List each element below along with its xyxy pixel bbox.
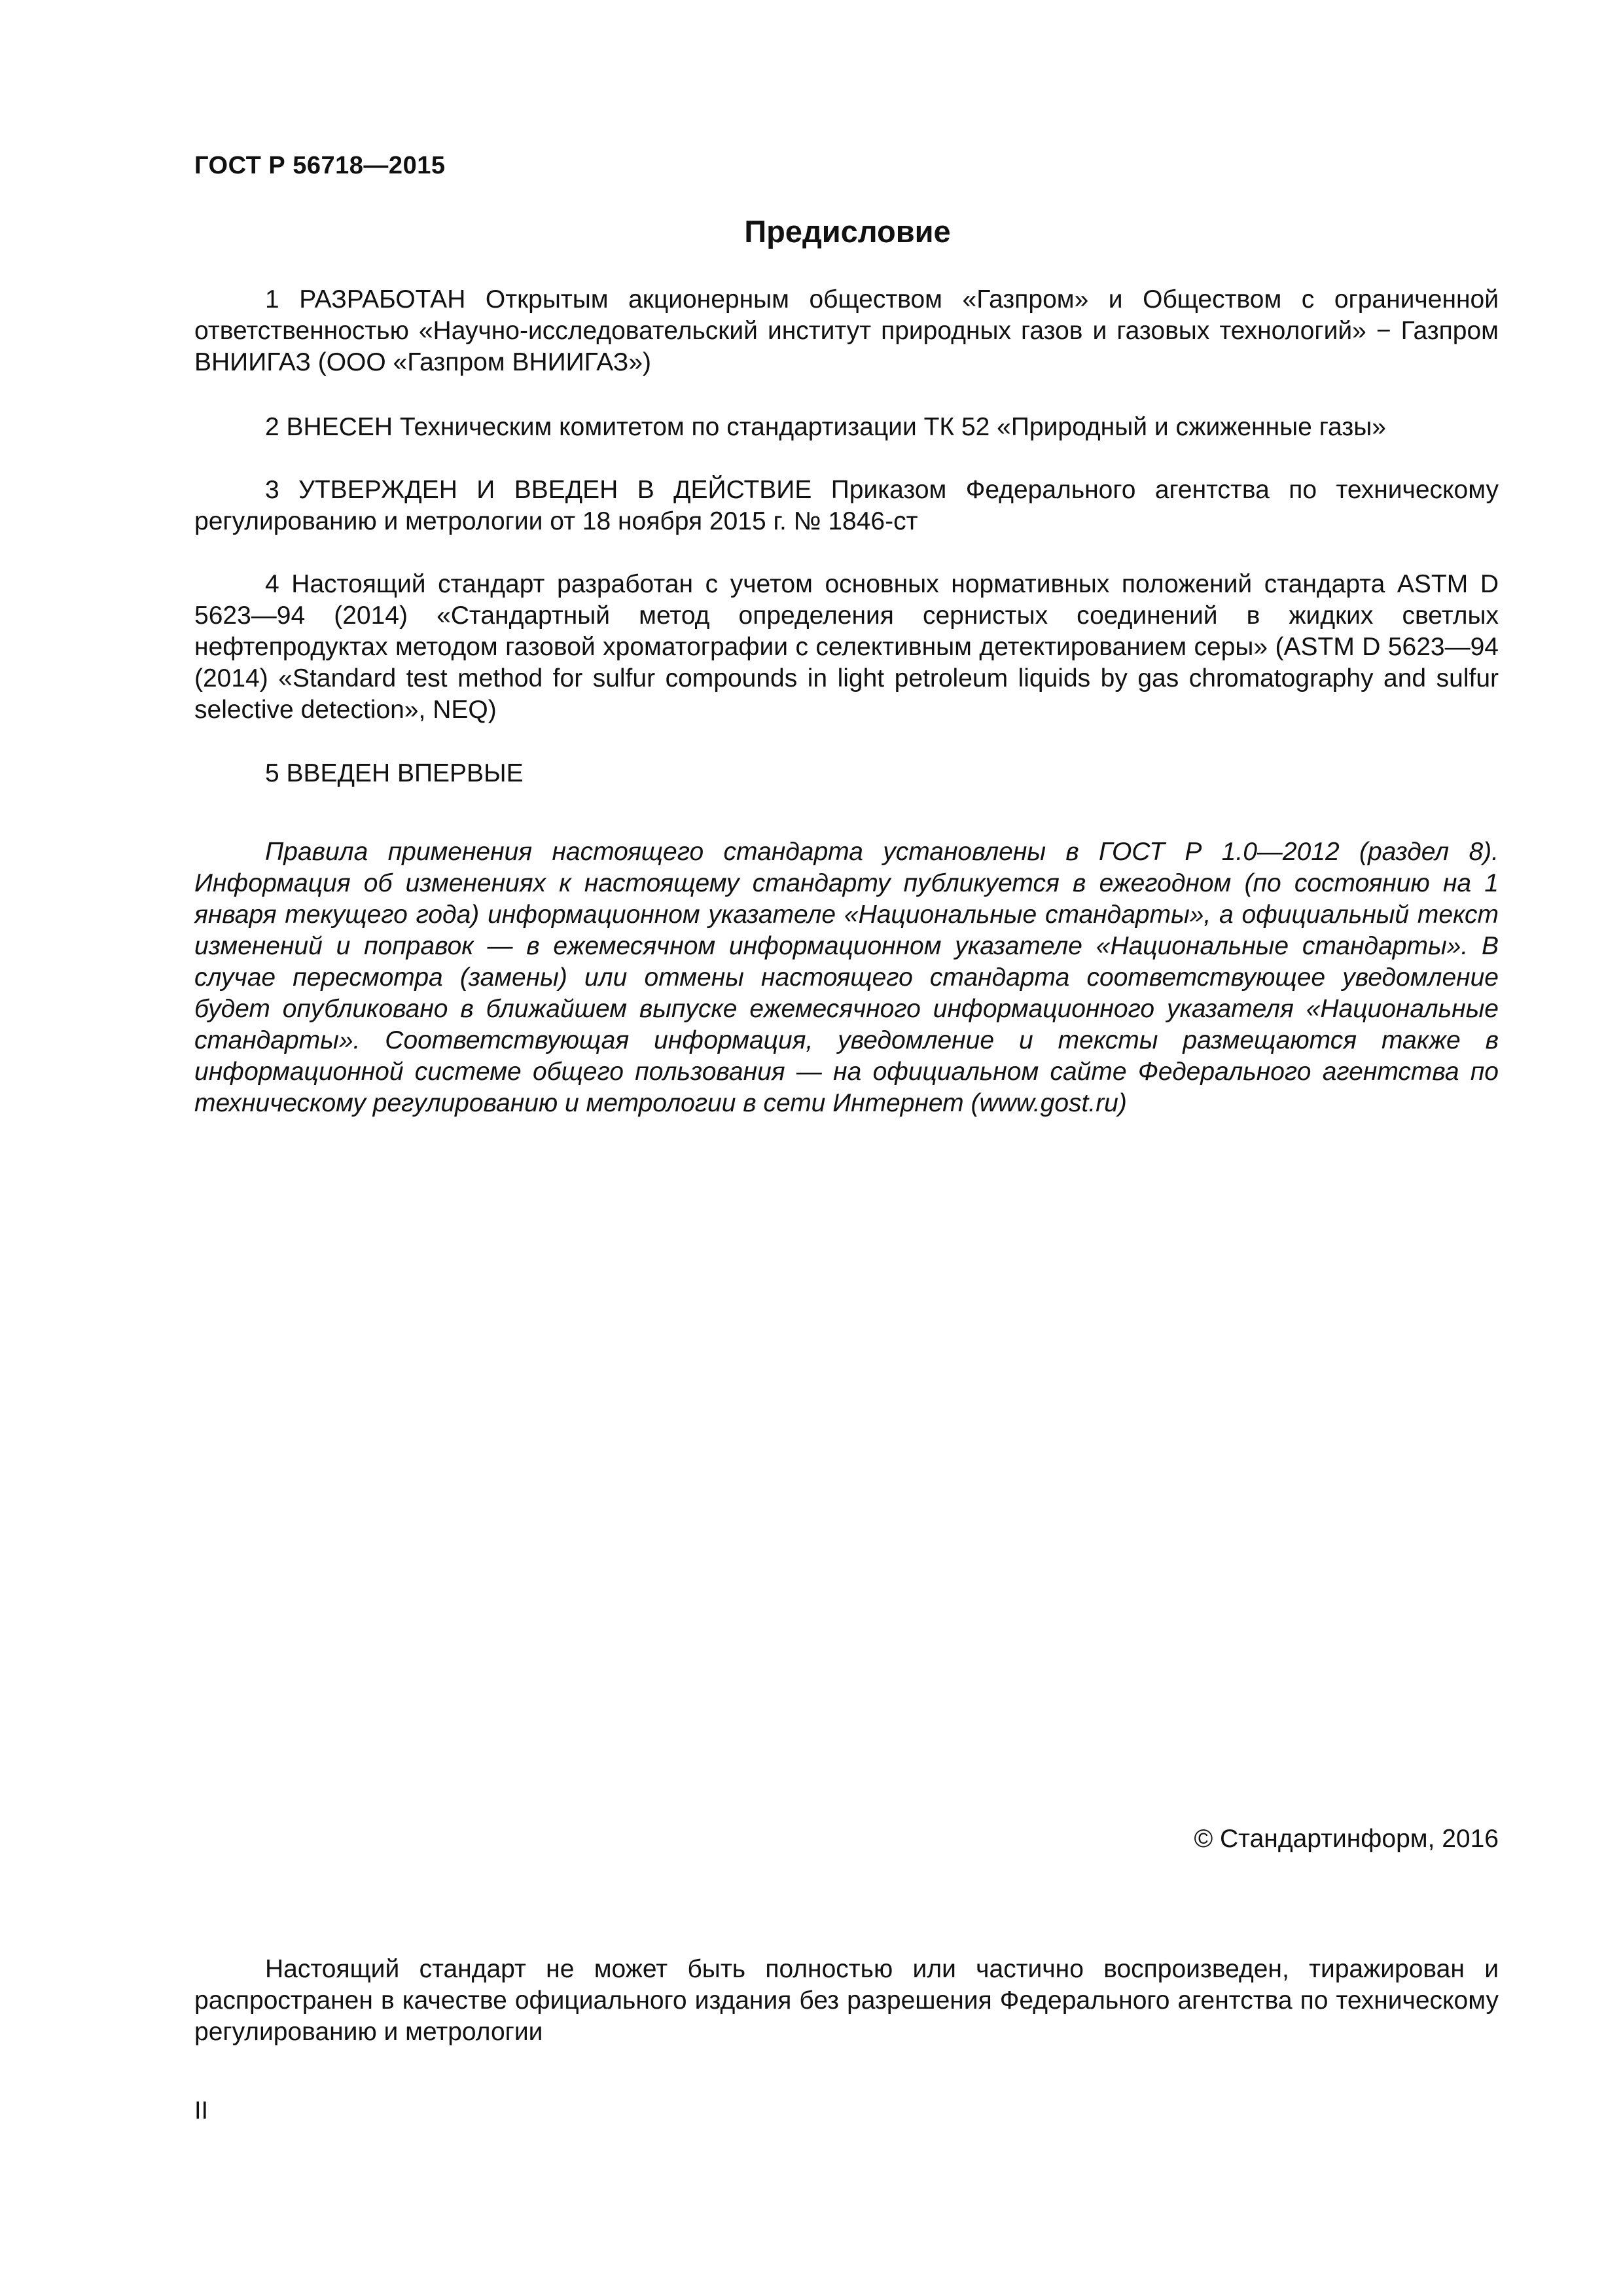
document-code-header: ГОСТ Р 56718—2015 — [194, 152, 446, 179]
paragraph-introduced-by: 2 ВНЕСЕН Техническим комитетом по стандартизации ТК 52 «Природный и сжиженные газы» — [265, 413, 1386, 441]
copyright-notice: © Стандартинформ, 2016 — [1194, 1825, 1499, 1853]
paragraph-astm-basis: 4 Настоящий стандарт разработан с учетом основных нормативных положений стандарта ASTM D 5623—94 (2014) «Стандартный метод определения сернистых соединений в жидких светлых нефтепродуктах методом газовой хроматографии с селективным детектированием серы» (ASTM D 5623—94 (2014) «Standard test method for sulfur compounds in light petroleum liquids by gas chromatography and sulfur selective detection», NEQ) — [194, 570, 1499, 724]
paragraph-developed-by: 1 РАЗРАБОТАН Открытым акционерным обществом «Газпром» и Обществом с ограниченной ответственностью «Научно-исследовательский институт природных газов и газовых технологий» − Газпром ВНИИГАЗ (ООО «Газпром ВНИИГАЗ») — [194, 285, 1499, 376]
page-number: II — [194, 2097, 209, 2125]
page-title: Предисловие — [744, 214, 951, 249]
paragraph-first-introduced: 5 ВВЕДЕН ВПЕРВЫЕ — [265, 759, 524, 787]
paragraph-approved: 3 УТВЕРЖДЕН И ВВЕДЕН В ДЕЙСТВИЕ Приказом Федерального агентства по техническому регулированию и метрологии от 18 ноября 2015 г. № 1846-ст — [194, 476, 1499, 535]
reproduction-notice: Настоящий стандарт не может быть полностью или частично воспроизведен, тиражирован и распространен в качестве официального издания без разрешения Федерального агентства по техническому регулированию и метрологии — [194, 1955, 1499, 2046]
paragraph-application-rules: Правила применения настоящего стандарта установлены в ГОСТ Р 1.0—2012 (раздел 8). Информация об изменениях к настоящему стандарту публикуется в ежегодном (по состоянию на 1 января текущего года) информационном указателе «Национальные стандарты», а официальный текст изменений и поправок — в ежемесячном информационном указателе «Национальные стандарты». В случае пересмотра (замены) или отмены настоящего стандарта соответствующее уведомление будет опубликовано в ближайшем выпуске ежемесячного информационного указателя «Национальные стандарты». Соответствующая информация, уведомление и тексты размещаются также в информационной системе общего пользования — на официальном сайте Федерального агентства по техническому регулированию и метрологии в сети Интернет (www.gost.ru) — [194, 838, 1499, 1117]
